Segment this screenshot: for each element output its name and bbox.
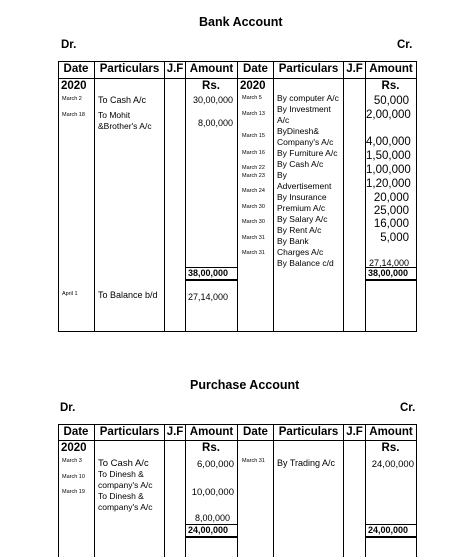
bank-credit-amount: 25,000 [373,205,409,217]
purchase-header-particulars-dr: Particulars [99,426,160,438]
bank-credit-particulars: By Investment A/c [277,104,331,125]
purchase-debit-particulars: To Dinesh & company's A/c [98,469,153,490]
bank-credit-amount: 1,20,000 [366,178,411,190]
bank-credit-date: March 30 [242,219,265,225]
bank-credit-particulars: By computer A/c [277,93,339,103]
purchase-debit-amount: 6,00,000 [197,459,234,470]
purchase-cr-label: Cr. [400,402,416,414]
purchase-dr-label: Dr. [60,402,76,414]
bank-header-date-dr: Date [63,63,89,75]
bank-debit-amount: 8,00,000 [197,118,233,128]
bank-credit-date: March 31 [242,250,265,256]
bank-credit-particulars: By Salary A/c [277,214,328,224]
bank-credit-date: March 15 [242,133,265,139]
purchase-debit-amount: 10,00,000 [191,487,234,498]
bank-credit-particulars: By Rent A/c [277,225,322,235]
bank-credit-amount: 20,000 [373,192,409,204]
bank-credit-date: March 30 [242,204,265,210]
purchase-header-amount-cr: Amount [369,426,413,438]
purchase-right-rs: Rs. [381,442,400,454]
bank-credit-amount: 4,00,000 [366,136,411,148]
bank-bd-amount: 27,14,000 [188,292,229,302]
purchase-credit-particulars: By Trading A/c [277,458,336,468]
bank-header-jf-cr: J.F [346,63,363,75]
purchase-header-date-dr: Date [63,426,89,438]
purchase-account-title: Purchase Account [190,378,300,392]
bank-total-left: 38,00,000 [188,268,229,278]
bank-debit-date: March 2 [62,96,82,102]
bank-credit-amount: 16,000 [373,218,409,230]
bank-account-title: Bank Account [199,15,283,29]
bank-debit-particulars: To Cash A/c [98,95,147,105]
bank-credit-amount: 1,00,000 [366,164,411,176]
bank-credit-date: March 23 [242,173,265,179]
purchase-left-rs: Rs. [202,442,220,454]
purchase-header-particulars-cr: Particulars [278,426,339,438]
bank-left-year: 2020 [61,80,87,92]
bank-credit-particulars: By Bank Charges A/c [277,236,324,257]
purchase-total-right: 24,00,000 [368,525,409,535]
purchase-total-left: 24,00,000 [188,525,229,535]
bank-debit-amount: 30,00,000 [192,95,233,105]
bank-bd-particulars: To Balance b/d [98,290,158,300]
bank-credit-date: March 22 [242,165,265,171]
bank-credit-date: March 24 [242,188,265,194]
purchase-debit-particulars: To Dinesh & company's A/c [98,491,153,512]
bank-dr-label: Dr. [61,39,77,51]
bank-header-amount-cr: Amount [369,63,413,75]
purchase-header-date-cr: Date [243,426,268,438]
bank-header-jf-dr: J.F [166,63,184,75]
bank-header-date-cr: Date [243,63,268,75]
bank-credit-particulars: By Furniture A/c [277,148,338,158]
purchase-header-jf-dr: J.F [166,426,184,438]
bank-debit-date: March 18 [62,112,85,118]
bank-credit-date: March 5 [242,95,262,101]
bank-bd-date: April 1 [62,291,78,297]
bank-credit-particulars: ByDinesh& Company's A/c [277,126,334,147]
bank-left-rs: Rs. [202,80,220,92]
purchase-debit-particulars: To Cash A/c [98,458,149,469]
bank-header-amount-dr: Amount [189,63,234,75]
bank-total-right: 38,00,000 [368,268,409,278]
bank-credit-amount: 5,000 [380,232,409,244]
purchase-header-amount-dr: Amount [189,426,234,438]
bank-debit-particulars: To Mohit &Brother's A/c [98,110,152,131]
bank-credit-amount: 50,000 [373,95,409,107]
bank-credit-amount: 27,14,000 [368,258,409,268]
bank-header-particulars-cr: Particulars [278,63,339,75]
bank-credit-date: March 16 [242,150,265,156]
bank-right-year: 2020 [240,80,266,92]
purchase-debit-date: March 19 [62,489,85,495]
purchase-left-year: 2020 [61,442,87,454]
bank-credit-particulars: By Cash A/c [277,159,324,169]
purchase-debit-amount: 8,00,000 [194,513,230,523]
bank-header-particulars-dr: Particulars [99,63,160,75]
bank-credit-particulars: By Balance c/d [277,258,334,268]
purchase-debit-date: March 10 [62,474,85,480]
bank-credit-amount: 1,50,000 [366,150,411,162]
bank-right-rs: Rs. [381,80,400,92]
purchase-credit-amount: 24,00,000 [371,459,414,470]
purchase-credit-date: March 31 [242,458,265,464]
purchase-header-jf-cr: J.F [346,426,363,438]
bank-credit-particulars: By Insurance Premium A/c [277,192,327,213]
bank-credit-date: March 13 [242,111,265,117]
bank-credit-amount: 2,00,000 [366,109,411,121]
bank-credit-date: March 31 [242,235,265,241]
bank-cr-label: Cr. [397,39,413,51]
bank-credit-particulars: By Advertisement [277,170,332,191]
purchase-debit-date: March 3 [62,458,82,464]
